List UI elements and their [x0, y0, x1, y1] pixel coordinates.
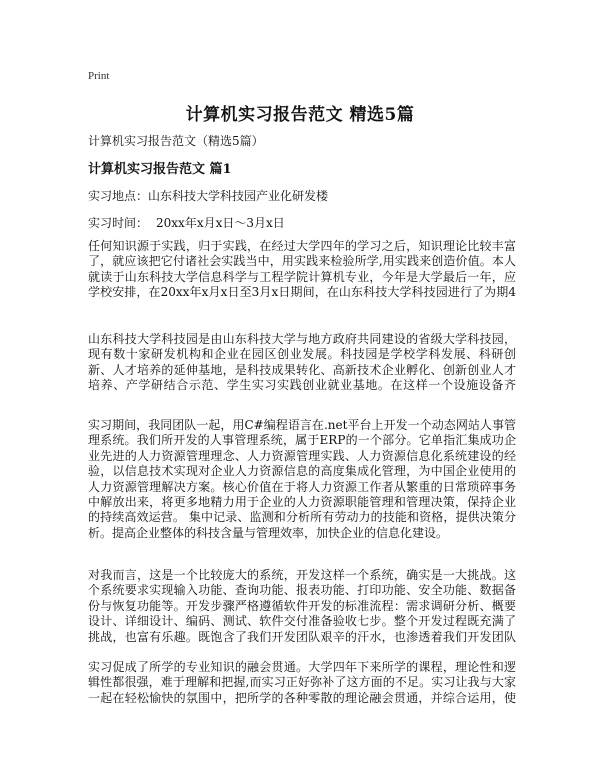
section-heading: 计算机实习报告范文 篇1	[88, 162, 232, 177]
body-paragraph: 任何知识源于实践，归于实践，在经过大学四年的学习之后，知识理论比较丰富了，就应该把它付诸社会实践当中，用实践来检验所学,用实践来创造价值。本人就读于山东科技大学信息科学与工程学院计算机专业，今年是大学最后一年，应学校安排，在20xx年x月x日至3月x日期间，在山东科技大学科技园进行了为期4	[88, 239, 516, 300]
body-paragraph: 对我而言，这是一个比较庞大的系统，开发这样一个系统，确实是一大挑战。这个系统要求实现输入功能、查询功能、报表功能、打印功能、安全功能、数据备份与恢复功能等。开发步骤严格遵循软件开发的标准流程：需求调研分析、概要设计、详细设计、编码、测试、软件交付准备验收七步。整个开发过程既充满了挑战，也富有乐趣。既饱含了我们开发团队艰辛的汗水，也渗透着我们开发团队	[88, 568, 516, 644]
time-label: 实习时间：	[88, 216, 149, 230]
body-paragraph: 实习期间，我同团队一起，用C#编程语言在.net平台上开发一个动态网站人事管理系统。我们所开发的人事管理系统，属于ERP的一个部分。它单指汇集成功企业先进的人力资源管理理念、人力资源管理实践、人力资源信息化系统建设的经验，以信息技术实现对企业人力资源信息的高度集成化管理，为中国企业使用的人力资源管理解决方案。核心价值在于将人力资源工作者从繁重的日常琐碎事务中解放出来，将更多地精力用于企业的人力资源职能管理和管理决策，保持企业的持续高效运营。 集中记录、监测和分析所有劳动力的技能和资格，提供决策分析。提高企业整体的科技含量与管理效率，加快企业的信息化建设。	[88, 418, 516, 540]
time-value: 20xx年x月x日～3月x日	[156, 216, 285, 230]
internship-time	[88, 214, 285, 231]
document-title: 计算机实习报告范文 精选5篇	[185, 105, 415, 125]
location-value: 山东科技大学科技园产业化研发楼	[148, 189, 329, 203]
internship-location	[88, 187, 328, 204]
location-label: 实习地点：	[88, 189, 149, 203]
body-paragraph: 实习促成了所学的专业知识的融会贯通。大学四年下来所学的课程，理论性和逻辑性都很强，难于理解和把握,而实习正好弥补了这方面的不足。实习让我与大家一起在轻松愉快的氛围中，把所学的各种零散的理论融会贯通，并综合运用，使	[88, 660, 516, 705]
print-label: Print	[88, 70, 110, 82]
document-subtitle: 计算机实习报告范文（精选5篇）	[88, 134, 264, 148]
body-paragraph: 山东科技大学科技园是由山东科技大学与地方政府共同建设的省级大学科技园，现有数十家研发机构和企业在园区创业发展。科技园是学校学科发展、科研创新、人才培养的延伸基地，是科技成果转化、高新技术企业孵化、创新创业人才培养、产学研结合示范、学生实习实践创业就业基地。在这样一个设施设备齐	[88, 332, 516, 393]
